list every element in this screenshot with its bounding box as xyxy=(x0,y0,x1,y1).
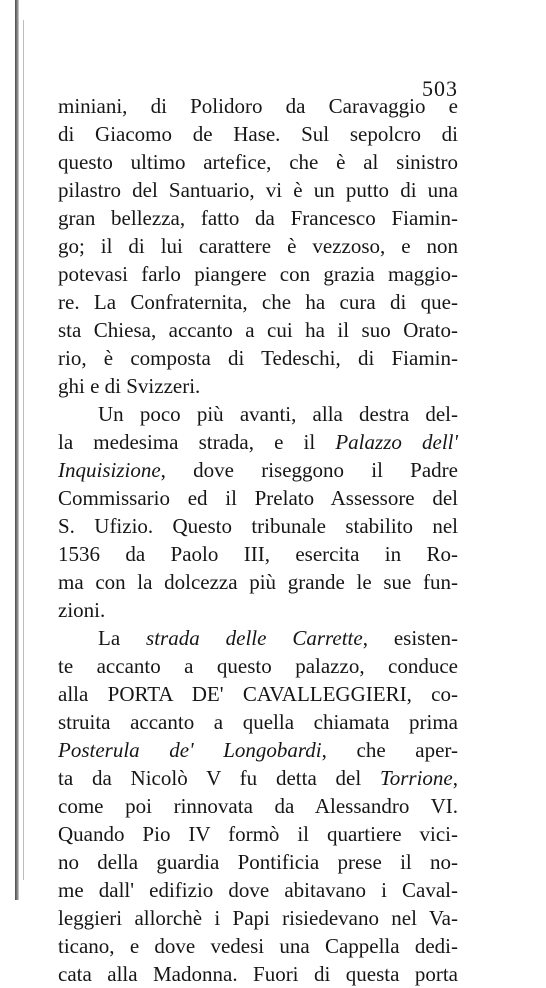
text-run: cata alla Madonna. Fuori di questa porta xyxy=(58,962,458,986)
text-line xyxy=(58,736,458,764)
text-line xyxy=(58,232,458,260)
text-run: te accanto a questo palazzo, conduce xyxy=(58,654,458,678)
page-number: 503 xyxy=(422,76,458,101)
text-run: Quando Pio IV formò il quartiere vici- xyxy=(58,822,458,846)
text-run: , xyxy=(452,766,458,790)
text-line xyxy=(58,260,458,288)
text-line xyxy=(58,512,458,540)
text-run: gran bellezza, fatto da Francesco Fiamin- xyxy=(58,206,458,230)
text-run: come poi rinnovata da Alessandro VI. xyxy=(58,794,458,818)
text-line xyxy=(58,204,458,232)
text-run: zioni. xyxy=(58,598,106,622)
text-run: struita accanto a quella chiamata prima xyxy=(58,710,458,734)
text-run: miniani, di Polidoro da Caravaggio e xyxy=(58,94,458,118)
text-run: ta da Nicolò V fu detta del xyxy=(58,766,380,790)
page-binding-edge xyxy=(15,0,19,900)
text-line xyxy=(58,92,458,120)
text-run: La xyxy=(98,626,147,650)
text-line xyxy=(58,540,458,568)
text-run: ghi e di Svizzeri. xyxy=(58,374,201,398)
text-run: 1536 da Paolo III, esercita in Ro- xyxy=(58,542,458,566)
text-line xyxy=(58,148,458,176)
text-line xyxy=(58,316,458,344)
text-line xyxy=(58,624,458,652)
text-run: no della guardia Pontificia prese il no- xyxy=(58,850,458,874)
text-line xyxy=(58,932,458,960)
text-run: potevasi farlo piangere con grazia maggio- xyxy=(58,262,458,286)
text-line xyxy=(58,820,458,848)
italic-text-run: Torrione xyxy=(379,766,453,790)
text-line xyxy=(58,120,458,148)
text-line xyxy=(58,960,458,988)
text-run: , esisten- xyxy=(362,626,458,650)
text-run: questo ultimo artefice, che è al sinistro xyxy=(58,150,458,174)
text-run: Commissario ed il Prelato Assessore del xyxy=(58,486,458,510)
text-line xyxy=(58,792,458,820)
text-run: ticano, e dove vedesi una Cappella dedi- xyxy=(58,934,458,958)
text-line xyxy=(58,652,458,680)
text-line xyxy=(58,176,458,204)
italic-text-run: Palazzo dell' xyxy=(335,430,458,454)
text-line xyxy=(58,484,458,512)
text-run: ma con la dolcezza più grande le sue fun- xyxy=(58,570,458,594)
text-run: la medesima strada, e il xyxy=(58,430,336,454)
text-line xyxy=(58,344,458,372)
text-run: re. La Confraternita, che ha cura di que- xyxy=(58,290,458,314)
text-run: leggieri allorchè i Papi risiedevano nel Va- xyxy=(58,906,458,930)
text-line xyxy=(58,764,458,792)
italic-text-run: strada delle Carrette xyxy=(146,626,363,650)
page-binding-shadow xyxy=(23,20,24,880)
text-run: alla PORTA DE' CAVALLEGGIERI, co- xyxy=(58,682,458,706)
text-run: pilastro del Santuario, vi è un putto di una xyxy=(58,178,458,202)
text-run: go; il di lui carattere è vezzoso, e non xyxy=(58,234,458,258)
text-line xyxy=(58,904,458,932)
text-run: S. Ufizio. Questo tribunale stabilito nel xyxy=(58,514,458,538)
italic-text-run: Inquisizione xyxy=(58,458,161,482)
text-run: me dall' edifizio dove abitavano i Caval- xyxy=(58,878,458,902)
text-run: rio, è composta di Tedeschi, di Fiamin- xyxy=(58,346,458,370)
text-line xyxy=(58,288,458,316)
text-line xyxy=(58,568,458,596)
text-run: sta Chiesa, accanto a cui ha il suo Orato- xyxy=(58,318,458,342)
italic-text-run: Posterula de' Longobardi xyxy=(58,738,322,762)
body-text xyxy=(58,92,458,988)
text-line xyxy=(58,596,458,624)
text-run: di Giacomo de Hase. Sul sepolcro di xyxy=(58,122,458,146)
text-line xyxy=(58,372,458,400)
text-run: Un poco più avanti, alla destra del- xyxy=(98,402,458,426)
text-line xyxy=(58,456,458,484)
text-line xyxy=(58,680,458,708)
text-line xyxy=(58,848,458,876)
text-run: , dove riseggono il Padre xyxy=(160,458,458,482)
text-line xyxy=(58,428,458,456)
text-run: , che aper- xyxy=(321,738,458,762)
text-line xyxy=(58,708,458,736)
text-line xyxy=(58,400,458,428)
